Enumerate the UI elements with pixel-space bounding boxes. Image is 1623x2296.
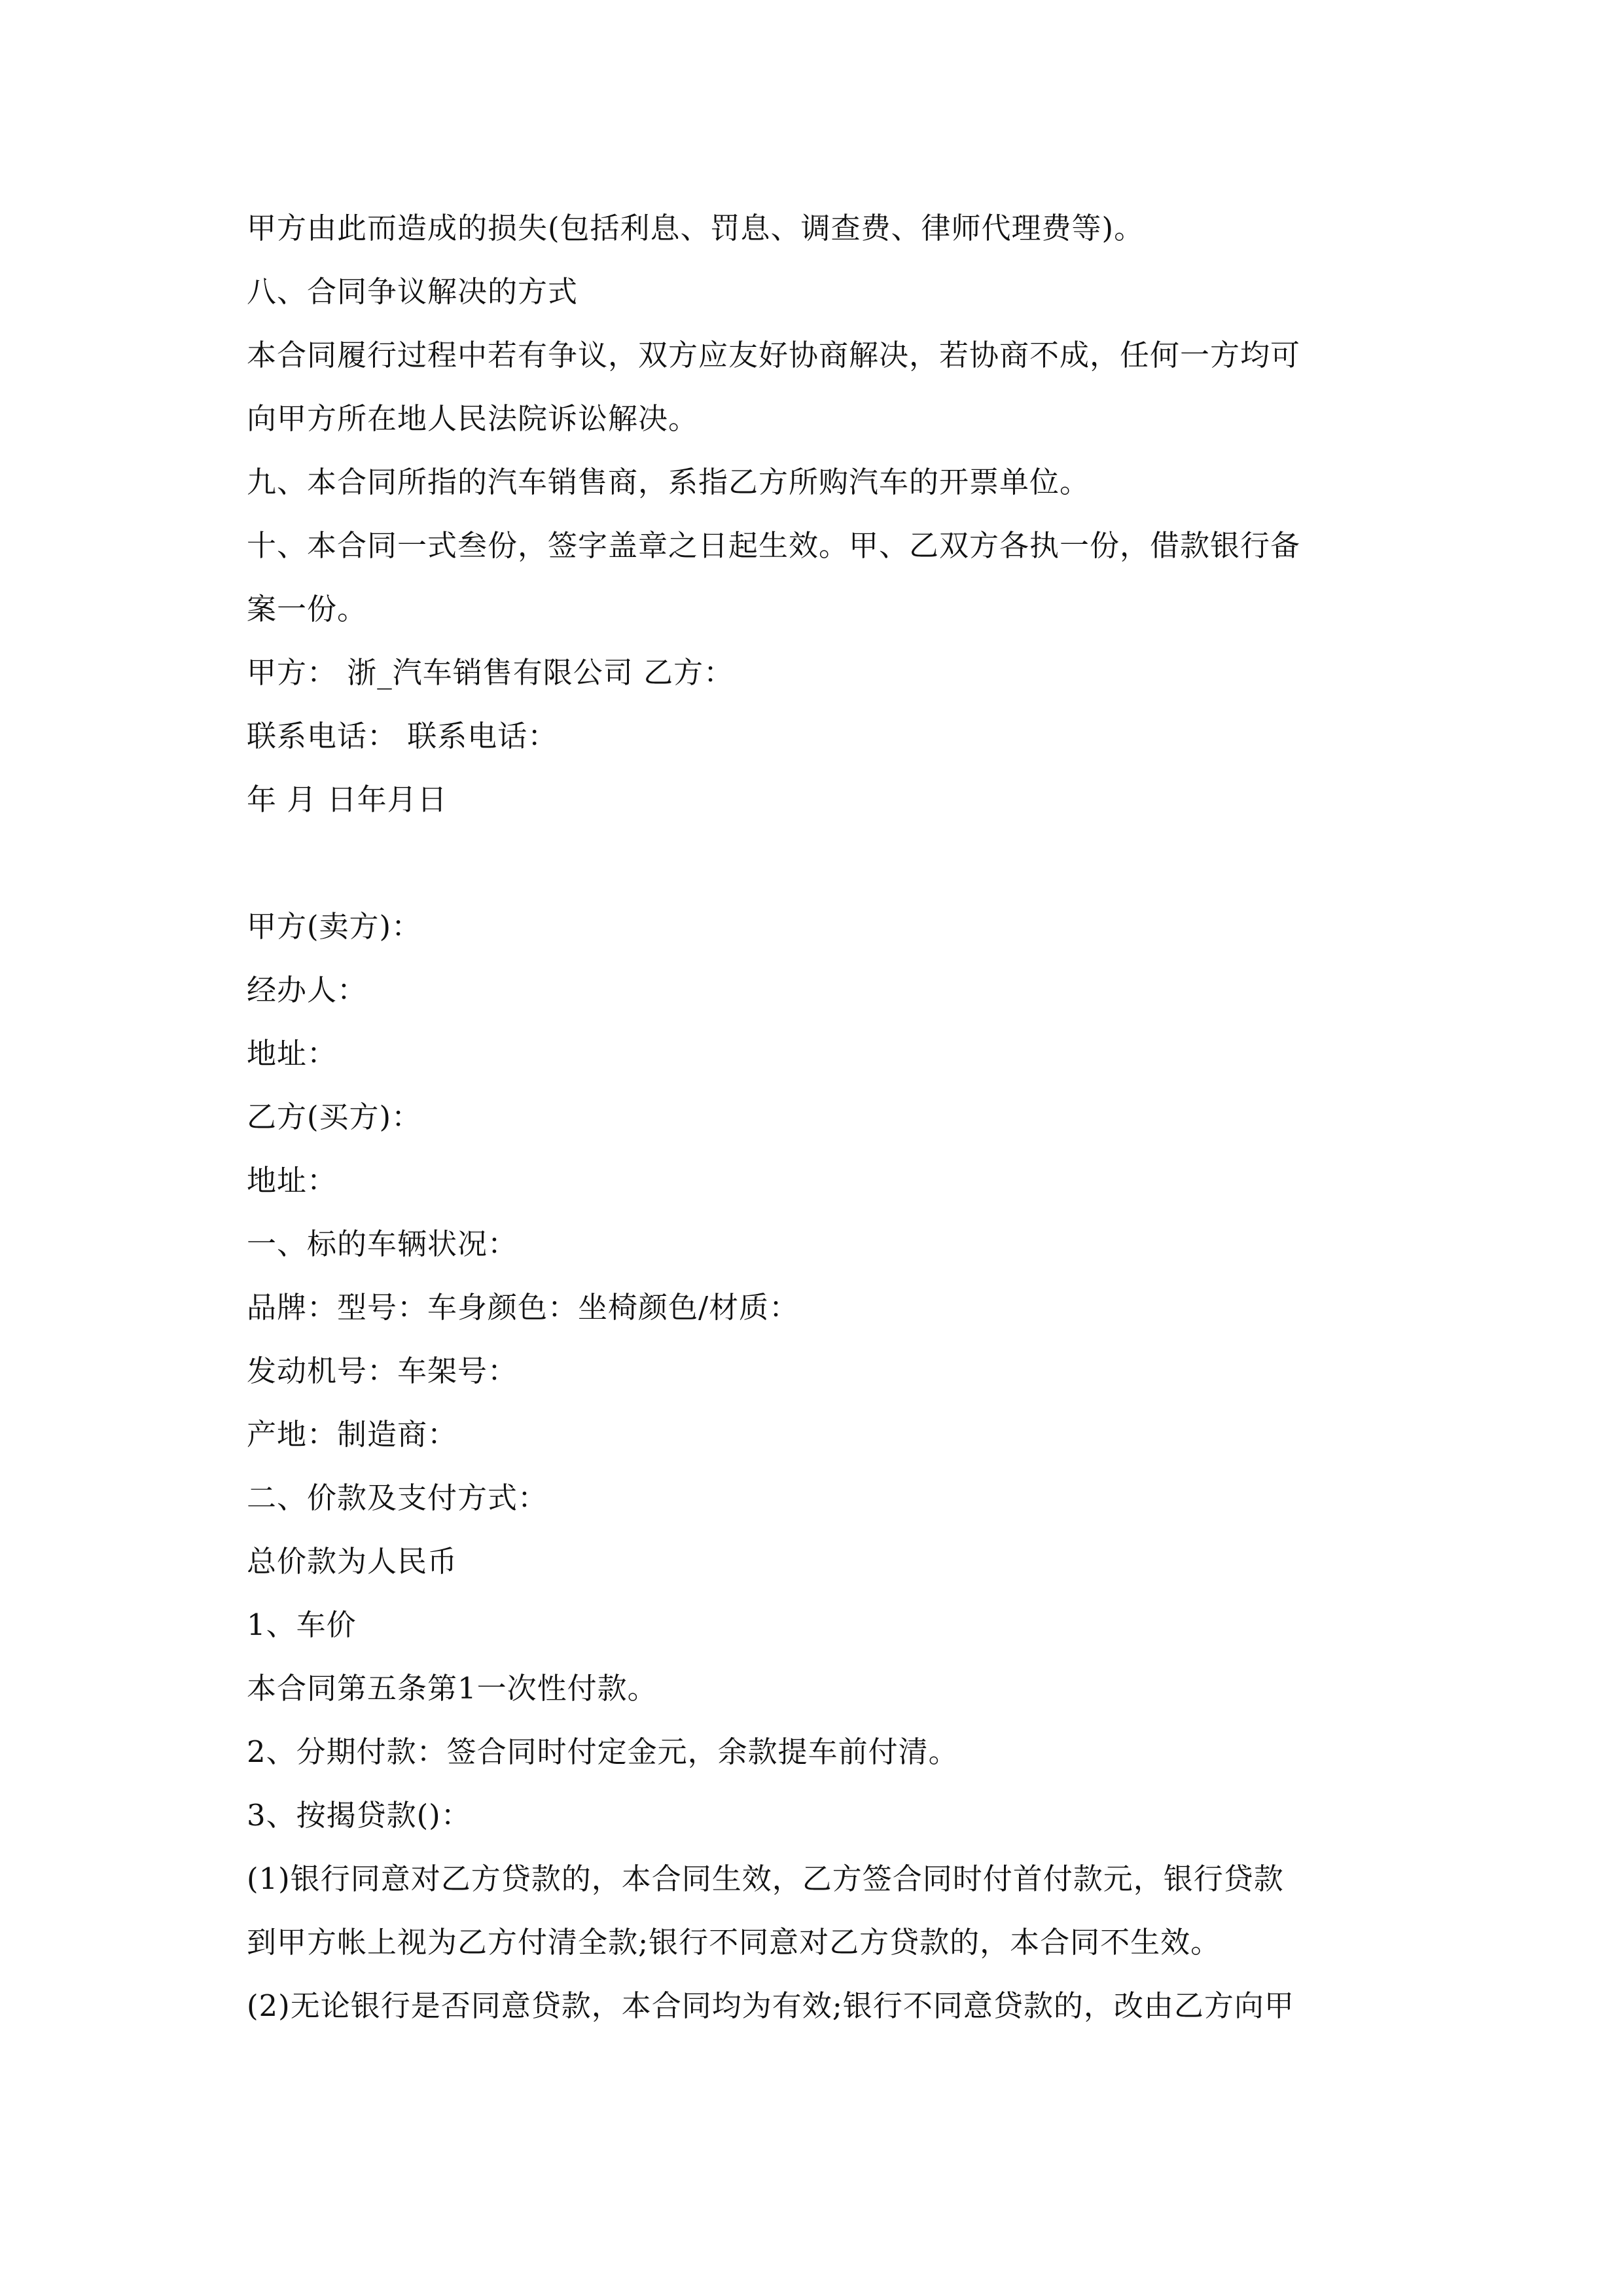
text-line: 本合同履行过程中若有争议，双方应友好协商解决，若协商不成，任何一方均可: [247, 338, 1301, 372]
blank-spacer: [247, 831, 1385, 895]
seller-label: 甲方(卖方)：: [247, 909, 422, 944]
text-line: 产地：制造商：: [247, 1417, 458, 1452]
text-line: 本合同第五条第1一次性付款。: [247, 1671, 658, 1706]
text-line: 案一份。: [247, 592, 368, 626]
text-line: 到甲方帐上视为乙方付清全款;银行不同意对乙方贷款的，本合同不生效。: [247, 1925, 1221, 1960]
document-body: [247, 196, 1385, 2037]
text-line: 甲方由此而造成的损失(包括利息、罚息、调查费、律师代理费等)。: [247, 211, 1145, 245]
text-line: 总价款为人民币: [247, 1544, 458, 1579]
section-heading: 二、价款及支付方式：: [247, 1480, 548, 1515]
section-heading: 一、标的车辆状况：: [247, 1227, 518, 1261]
text-line: 3、按揭贷款()：: [247, 1798, 471, 1833]
text-line: 1、车价: [247, 1607, 357, 1642]
text-line: 九、本合同所指的汽车销售商，系指乙方所购汽车的开票单位。: [247, 465, 1090, 499]
text-line: 2、分期付款：签合同时付定金元，余款提车前付清。: [247, 1734, 959, 1769]
text-line: (2)无论银行是否同意贷款，本合同均为有效;银行不同意贷款的，改由乙方向甲: [247, 1988, 1294, 2023]
section-heading: 八、合同争议解决的方式: [247, 274, 579, 309]
text-line: (1)银行同意对乙方贷款的，本合同生效，乙方签合同时付首付款元，银行贷款: [247, 1861, 1284, 1896]
buyer-address-label: 地址：: [247, 1163, 338, 1198]
text-line: 向甲方所在地人民法院诉讼解决。: [247, 401, 699, 436]
text-line: 品牌：型号：车身颜色：坐椅颜色/材质：: [247, 1290, 800, 1325]
buyer-label: 乙方(买方)：: [247, 1100, 422, 1134]
seller-address-label: 地址：: [247, 1036, 338, 1071]
text-line: 十、本合同一式叁份，签字盖章之日起生效。甲、乙双方各执一份，借款银行备: [247, 528, 1301, 563]
signature-dates: 年 月 日年月日: [247, 782, 448, 817]
signature-parties: 甲方： 浙_汽车销售有限公司 乙方：: [247, 655, 734, 690]
contact-phones: 联系电话： 联系电话：: [247, 719, 558, 753]
text-line: 发动机号：车架号：: [247, 1354, 518, 1388]
agent-label: 经办人：: [247, 973, 368, 1007]
